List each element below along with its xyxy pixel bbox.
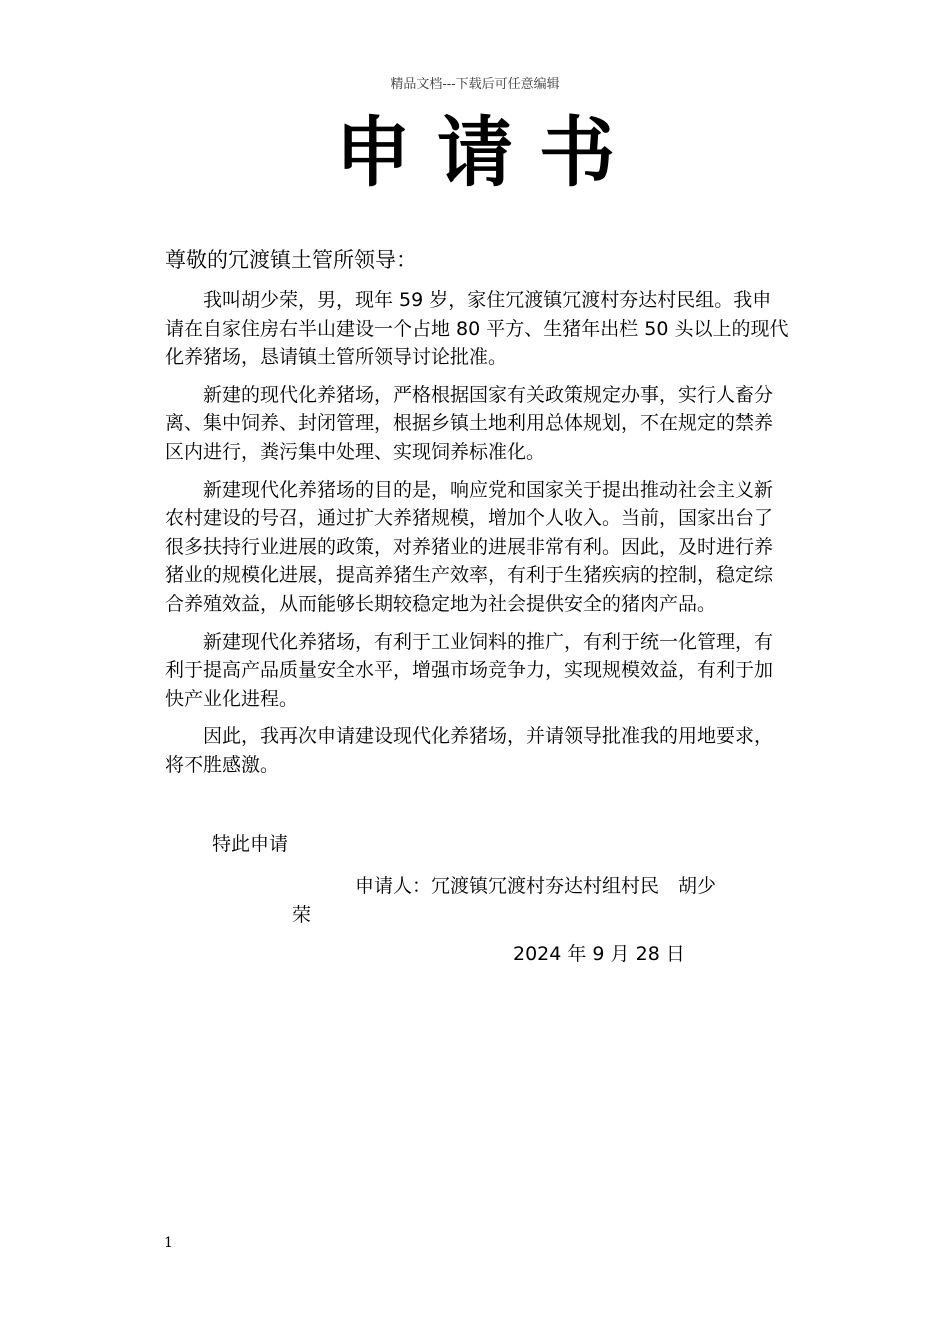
applicant-signature: 申请人：冗渡镇冗渡村夯达村组村民 胡少 [355,875,717,897]
paragraph-1: 我叫胡少荣，男，现年 59 岁，家住冗渡镇冗渡村夯达村民组。我申请在自家住房右半山建设一个占地 80 平方、生猪年出栏 50 头以上的现代化养猪场，恳请镇土管所领导讨论批准。 [165,289,789,369]
salutation: 尊敬的冗渡镇土管所领导： [165,248,417,272]
body-text [165,286,790,789]
paragraph-3: 新建现代化养猪场的目的是，响应党和国家关于提出推动社会主义新农村建设的号召，通过扩大养猪规模，增加个人收入。当前，国家出台了很多扶持行业进展的政策，对养猪业的进展非常有利。因此，及时进行养猪业的规模化进展，提高养猪生产效率，有利于生猪疾病的控制，稳定综合养殖效益，从而能够长期较稳定地为社会提供安全的猪肉产品。 [165,478,774,615]
page-number: 1 [164,1235,173,1251]
signature-date: 2024 年 9 月 28 日 [513,943,685,965]
paragraph-5: 因此，我再次申请建设现代化养猪场，并请领导批准我的用地要求，将不胜感激。 [165,725,774,776]
closing-phrase: 特此申请 [212,833,289,855]
paragraph-2: 新建的现代化养猪场，严格根据国家有关政策规定办事，实行人畜分离、集中饲养、封闭管理，根据乡镇土地利用总体规划，不在规定的禁养区内进行，粪污集中处理、实现饲养标准化。 [165,383,774,463]
header-note: 精品文档---下载后可任意编辑 [390,77,560,92]
paragraph-4: 新建现代化养猪场，有利于工业饲料的推广，有利于统一化管理，有利于提高产品质量安全水平，增强市场竞争力，实现规模效益，有利于加快产业化进程。 [165,630,774,710]
document-title: 申请书 [335,108,641,197]
applicant-signature-continued: 荣 [292,904,312,926]
